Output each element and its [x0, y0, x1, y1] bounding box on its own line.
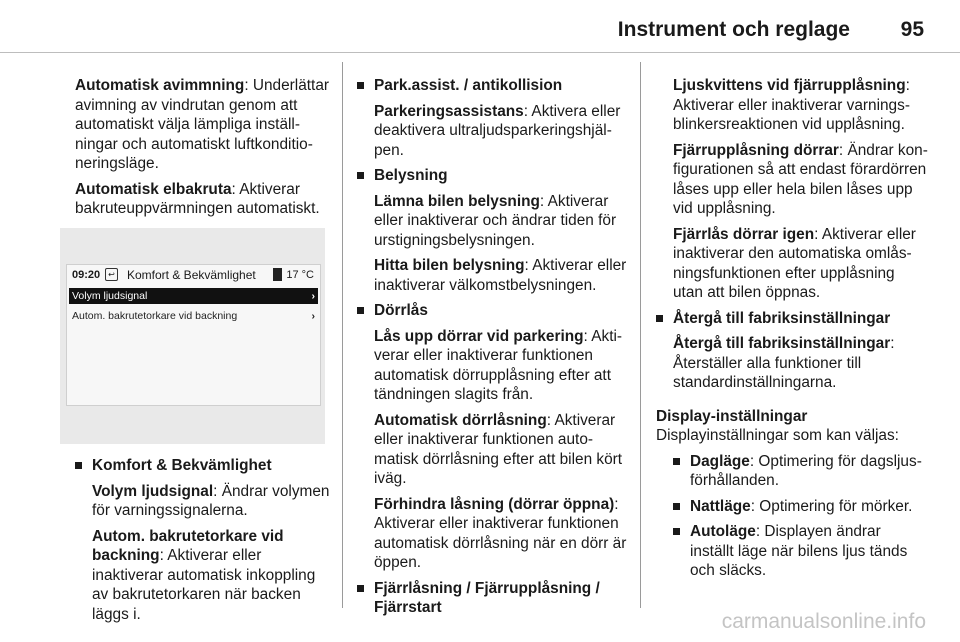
- term: Dagläge: [690, 452, 750, 470]
- desc: : Aktiverar eller inaktiverar automatisk inkoppling av bakrutetorkaren när backen läggs i.: [92, 547, 316, 623]
- section-lighting: [357, 166, 629, 295]
- term: Automatisk dörrlåsning: [374, 411, 547, 429]
- header-divider: [0, 52, 960, 53]
- section-heading: Återgå till fabriksinställningar: [673, 309, 891, 327]
- term: Parkeringsassistans: [374, 102, 524, 120]
- item: [374, 411, 629, 489]
- screen-time: 09:20: [72, 269, 101, 281]
- column-2: [357, 76, 629, 624]
- term-auto-rear-window: Automatisk elbakruta: [75, 180, 232, 198]
- display-settings-intro: Displayinställningar som kan väljas:: [656, 427, 899, 444]
- display-screenshot: [60, 228, 325, 444]
- desc: : Optimering för mörker.: [750, 497, 913, 515]
- desc-auto-rear-window: : Aktiverar bakruteuppvärmningen automatiskt.: [75, 180, 320, 217]
- desc: : Aktiverar eller inaktiverar varningsblinkersreaktionen vid upplåsning.: [673, 77, 910, 133]
- display-mode-night: [673, 497, 928, 517]
- desc: : Aktiverar eller inaktiverar funktionen automatisk dörrlåsning när en dörr är öppen.: [374, 495, 627, 571]
- desc: : Återställer alla funktioner till standardinställningarna.: [673, 335, 895, 391]
- term: Autom. bakrutetorkare vid backning: [92, 527, 284, 564]
- desc: : Aktiverar eller inaktiverar den automatiska omlåsningsfunktionen efter upplåsning utan att bilen öppnas.: [673, 225, 916, 301]
- display-mode-day: [673, 452, 928, 491]
- section-heading: Komfort & Bekvämlighet: [92, 457, 272, 474]
- term: Autoläge: [690, 523, 756, 540]
- section-comfort: [75, 456, 333, 624]
- section-heading: Park.assist. / antikollision: [374, 77, 563, 94]
- term: Volym ljudsignal: [92, 482, 214, 500]
- term: Lås upp dörrar vid parkering: [374, 327, 584, 345]
- screen-menu-item-label: Volym ljudsignal: [72, 290, 148, 302]
- desc: : Ändrar volymen för varningssignalerna.: [92, 482, 330, 519]
- bullet-square-icon: [357, 172, 364, 179]
- desc: : Aktiverar eller inaktiverar och ändrar tiden för urstigningsbelysningen.: [374, 192, 617, 249]
- column-1: [75, 76, 333, 225]
- term: Nattläge: [690, 497, 751, 515]
- section-door-locks: [357, 301, 629, 573]
- chevron-right-icon: ›: [311, 310, 315, 322]
- section-heading: Belysning: [374, 167, 448, 184]
- item: [673, 141, 928, 219]
- bullet-square-icon: [357, 585, 364, 592]
- desc: : Aktiverar eller inaktiverar välkomstbelysningen.: [374, 257, 627, 294]
- desc: : Aktivera eller deaktivera ultraljudsparkeringshjälpen.: [374, 102, 621, 159]
- term: Ljuskvittens vid fjärrupplåsning: [673, 77, 906, 94]
- item: [673, 76, 928, 135]
- remote-locking-items: [656, 76, 928, 303]
- desc: : Aktiverar eller inaktiverar funktionen automatisk dörrlåsning efter att bilen kört iväg.: [374, 411, 623, 487]
- desc: : Displayen ändrar inställt läge när bilens ljus tänds och släcks.: [690, 523, 908, 579]
- screen-status-bar: [67, 265, 320, 285]
- item-volume: [92, 482, 333, 521]
- column-3: [656, 76, 928, 587]
- bullet-square-icon: [656, 315, 663, 322]
- paragraph-auto-defog: [75, 76, 333, 174]
- page-number: 95: [900, 18, 924, 41]
- back-icon: ↩: [105, 268, 118, 281]
- desc: : Optimering för dagsljusförhållanden.: [690, 452, 922, 489]
- term-auto-defog: Automatisk avimmning: [75, 77, 245, 94]
- chevron-right-icon: ›: [311, 290, 315, 302]
- display-mode-auto: [673, 522, 928, 581]
- desc-auto-defog: : Underlättar avimning av vindrutan genom att automatiskt välja lämpliga inställningar och automatiskt luftkonditioneringsläge.: [75, 77, 330, 172]
- item: [374, 495, 629, 573]
- item: [374, 327, 629, 405]
- term: Fjärrlås dörrar igen: [673, 225, 815, 243]
- column-divider-left: [342, 62, 343, 608]
- desc: : Aktiverar eller inaktiverar funktionen automatisk dörrupplåsning efter att tändningen slagits från.: [374, 327, 623, 403]
- screen-menu-item-volume: [69, 288, 318, 304]
- term: Förhindra låsning (dörrar öppna): [374, 495, 615, 513]
- item: [374, 192, 629, 251]
- item: [374, 102, 629, 161]
- section-heading: Dörrlås: [374, 302, 428, 319]
- bullet-square-icon: [673, 528, 680, 535]
- screen-menu-item-label: Autom. bakrutetorkare vid backning: [72, 310, 238, 322]
- watermark: carmanualsonline.info: [721, 610, 926, 633]
- display-mode-list: [656, 452, 928, 581]
- section-factory-reset: [656, 309, 928, 393]
- item: [673, 334, 928, 393]
- paragraph-auto-rear-window: [75, 180, 333, 219]
- bullet-square-icon: [673, 503, 680, 510]
- bullet-square-icon: [673, 458, 680, 465]
- bullet-square-icon: [75, 462, 82, 469]
- section-remote-locking: [357, 579, 629, 618]
- term: Hitta bilen belysning: [374, 257, 525, 274]
- bullet-square-icon: [357, 82, 364, 89]
- desc: : Ändrar konfigurationen så att endast förardörren låses upp eller hela bilen låses upp vid upplåsning.: [673, 141, 928, 217]
- display-screen: [66, 264, 321, 406]
- page-header-title: Instrument och reglage: [617, 18, 850, 41]
- section-park-assist: [357, 76, 629, 160]
- term: Fjärrupplåsning dörrar: [673, 141, 839, 159]
- thermometer-icon: [273, 268, 282, 281]
- item: [374, 256, 629, 295]
- term: Återgå till fabriksinställningar: [673, 335, 891, 352]
- section-heading: Fjärrlåsning / Fjärrupplåsning / Fjärrstart: [374, 579, 600, 616]
- screen-temperature: 17 °C: [286, 269, 314, 281]
- item: [673, 225, 928, 303]
- display-settings-heading: Display-inställningar: [656, 407, 808, 425]
- bullet-square-icon: [357, 307, 364, 314]
- column-1-lower: [75, 456, 333, 630]
- screen-title: Komfort & Bekvämlighet: [127, 268, 256, 282]
- screen-menu-item-rear-wiper: [69, 308, 318, 324]
- term: Lämna bilen belysning: [374, 192, 540, 210]
- column-divider-right: [640, 62, 641, 608]
- item-rear-wiper: [92, 527, 333, 625]
